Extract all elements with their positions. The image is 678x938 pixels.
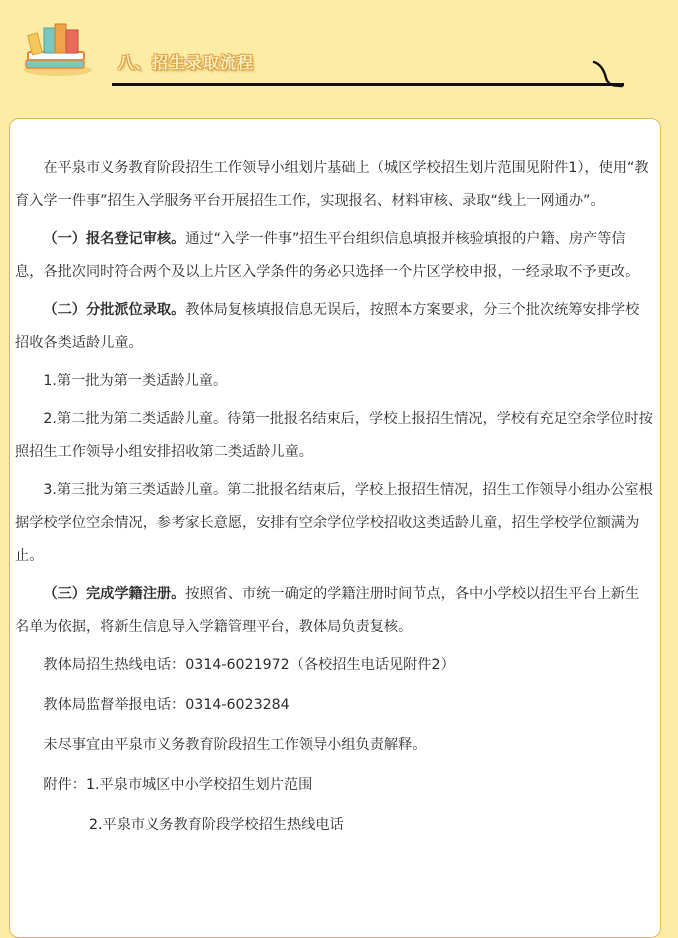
heading-enrollment: （三）完成学籍注册。 <box>43 586 186 602</box>
paragraph-allocation: （二）分批派位录取。教体局复核填报信息无误后，按照本方案要求，分三个批次统筹安排学校招收各类适龄儿童。 <box>15 302 640 351</box>
hotline-phone: 教体局招生热线电话：0314-6021972（各校招生电话见附件2） <box>43 657 455 673</box>
section-title: 八、招生录取流程 <box>118 53 255 72</box>
attachment-2: 2.平泉市义务教育阶段学校招生热线电话 <box>89 817 344 833</box>
paragraph-batch-1: 1.第一批为第一类适龄儿童。 <box>43 373 228 389</box>
paragraph-intro: 在平泉市义务教育阶段招生工作领导小组划片基础上（城区学校招生划片范围见附件1），使用“教育入学一件事”招生入学服务平台开展招生工作，实现报名、材料审核、录取“线上一网通办”。 <box>15 160 649 209</box>
paragraph-batch-2: 2.第二批为第二类适龄儿童。待第一批报名结束后，学校上报招生情况，学校有充足空余学位时按照招生工作领导小组安排招收第二类适龄儿童。 <box>15 411 653 460</box>
heading-registration: （一）报名登记审核。 <box>43 231 186 247</box>
swirl-decoration-icon <box>592 60 624 88</box>
heading-allocation: （二）分批派位录取。 <box>43 302 186 318</box>
supervision-phone: 教体局监督举报电话：0314-6023284 <box>43 697 290 713</box>
paragraph-explanation: 未尽事宜由平泉市义务教育阶段招生工作领导小组负责解释。 <box>43 737 427 753</box>
paragraph-registration: （一）报名登记审核。通过“入学一件事”招生平台组织信息填报并核验填报的户籍、房产等信息，各批次同时符合两个及以上片区入学条件的务必只选择一个片区学校申报，一经录取不予更改。 <box>15 231 640 280</box>
books-icon <box>22 22 92 77</box>
document-body <box>15 152 653 847</box>
attachment-1: 附件：1.平泉市城区中小学校招生划片范围 <box>43 777 313 793</box>
paragraph-enrollment: （三）完成学籍注册。按照省、市统一确定的学籍注册时间节点，各中小学校以招生平台上新生名单为依据，将新生信息导入学籍管理平台，教体局负责复核。 <box>15 586 640 635</box>
section-header <box>0 0 678 118</box>
paragraph-batch-3: 3.第三批为第三类适龄儿童。第二批报名结束后，学校上报招生情况，招生工作领导小组办公室根据学校学位空余情况，参考家长意愿，安排有空余学位学校招收这类适龄儿童，招生学校学位额满为止。 <box>15 482 653 564</box>
title-underline <box>112 83 624 86</box>
